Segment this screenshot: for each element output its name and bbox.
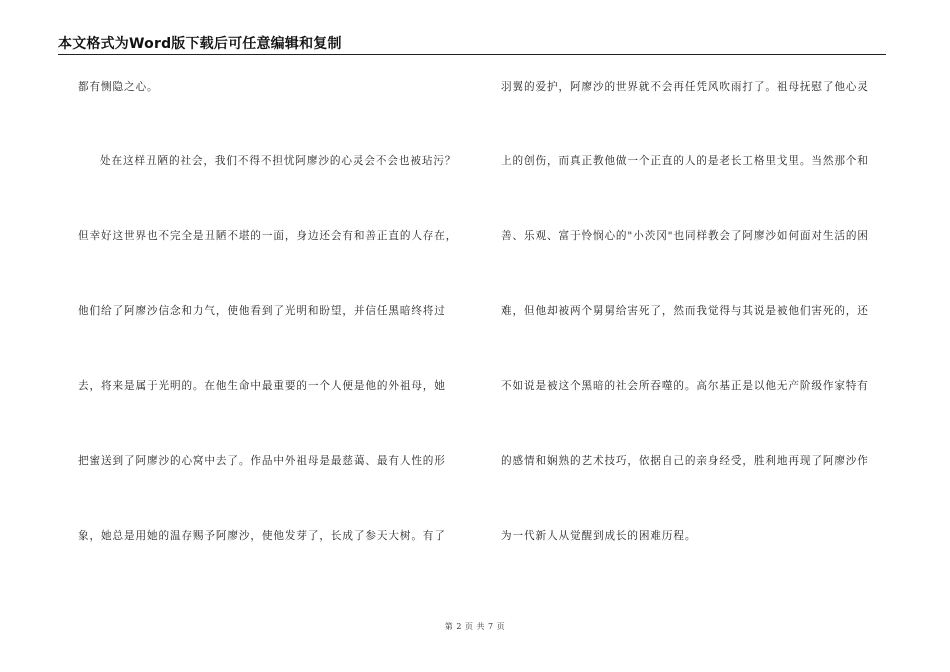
- text-line: 都有恻隐之心。: [78, 81, 159, 93]
- header-divider: [58, 54, 886, 55]
- text-line: 羽翼的爱护，阿廖沙的世界就不会再任凭风吹雨打了。祖母抚慰了他心灵: [501, 81, 869, 93]
- text-line: 上的创伤，而真正教他做一个正直的人的是老长工格里戈里。当然那个和: [501, 155, 869, 167]
- text-line: 为一代新人从觉醒到成长的困难历程。: [501, 530, 697, 542]
- text-line: 他们给了阿廖沙信念和力气，使他看到了光明和盼望，并信任黑暗终将过: [78, 305, 446, 317]
- header-banner: 本文格式为Word版下载后可任意编辑和复制: [58, 36, 342, 52]
- page-number: 第 2 页 共 7 页: [444, 622, 506, 631]
- text-line: 处在这样丑陋的社会，我们不得不担忧阿廖沙的心灵会不会也被玷污？: [100, 155, 457, 167]
- text-line: 象，她总是用她的温存赐予阿廖沙，使他发芽了，长成了参天大树。有了: [78, 530, 446, 542]
- text-line: 善、乐观、富于怜悯心的"小茨冈"也同样教会了阿廖沙如何面对生活的困: [501, 230, 869, 242]
- text-line: 去，将来是属于光明的。在他生命中最重要的一个人便是他的外祖母，她: [78, 380, 446, 392]
- text-line: 的感情和娴熟的艺术技巧，依据自己的亲身经受，胜利地再现了阿廖沙作: [501, 455, 869, 467]
- text-line: 难，但他却被两个舅舅给害死了，然而我觉得与其说是被他们害死的，还: [501, 305, 869, 317]
- text-line: 但幸好这世界也不完全是丑陋不堪的一面，身边还会有和善正直的人存在，: [78, 230, 458, 242]
- text-line: 不如说是被这个黑暗的社会所吞噬的。高尔基正是以他无产阶级作家特有: [501, 380, 869, 392]
- text-line: 把蜜送到了阿廖沙的心窝中去了。作品中外祖母是最慈蔼、最有人性的形: [78, 455, 446, 467]
